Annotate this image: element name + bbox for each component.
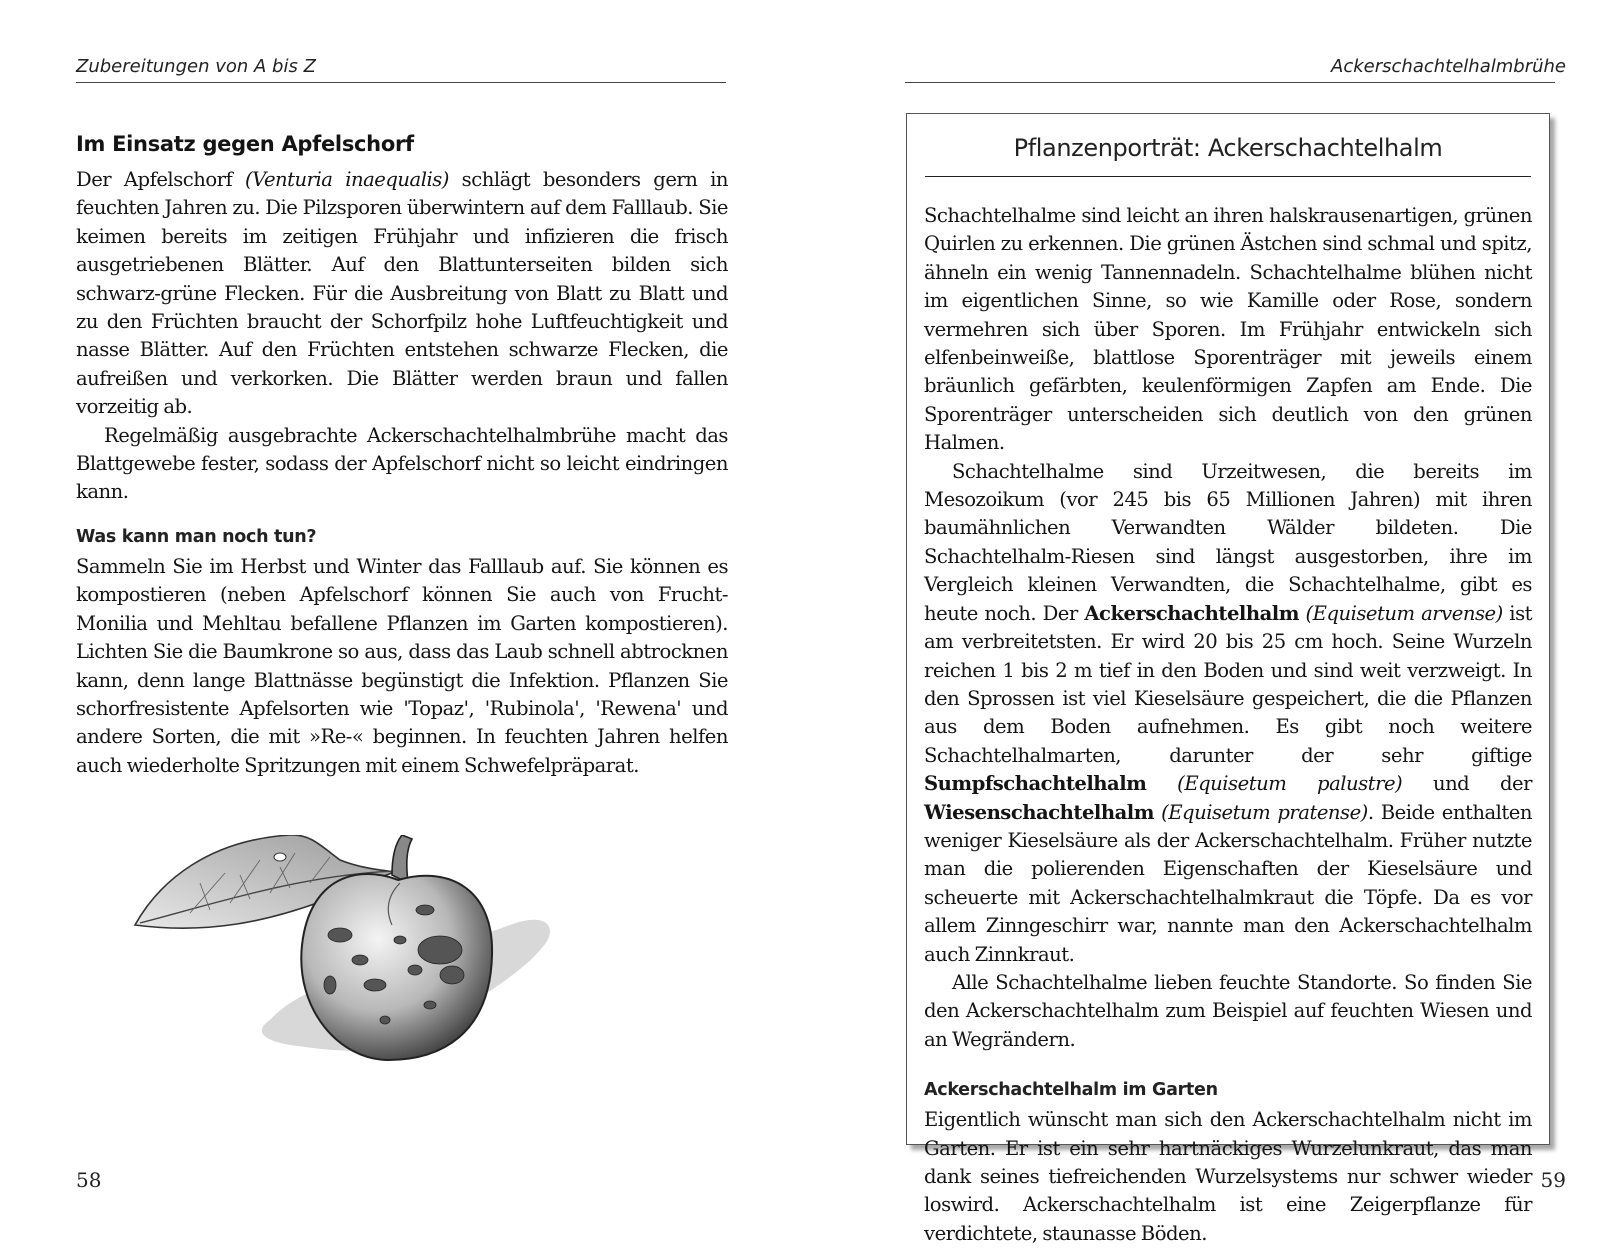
page-number: 58 — [76, 1168, 102, 1192]
paragraph-horsetail-broth: Regelmäßig ausgebrachte Ackerschachtelhalmbrühe macht das Blattgewebe fester, sodass der Apfelschorf nicht so leicht eindringen kann. — [76, 423, 728, 504]
header-rule — [76, 82, 726, 83]
species-latin: (Equisetum arvense) — [1298, 601, 1503, 625]
paragraph-description: Schachtelhalme sind leicht an ihren halskrausenartigen, grünen Quirlen zu erkennen. Die grünen Ästchen sind schmal und spitz, ähneln ein wenig Tannennadeln. Schachtelhalme blühen nicht im eigentlichen Sinne, so wie Kamille oder Rose, sondern vermehren sich über Sporen. Im Frühjahr entwickeln sich elfenbeinweiße, blattlose Sporenträger mit jeweils einem bräunlich gefärbten, keulenförmigen Zapfen am Ende. Die Sporenträger unterscheiden sich deutlich von den grünen Halmen. — [924, 204, 1532, 455]
species-name: (Venturia inaequalis) — [244, 168, 449, 191]
paragraph-habitat: Alle Schachtelhalme lieben feuchte Standorte. So finden Sie den Ackerschachtelhalm zum Beispiel auf feuchten Wiesen und an Wegrändern. — [924, 970, 1532, 1051]
leaf-hole — [274, 853, 286, 861]
box-title-rule — [925, 176, 1531, 177]
text-run: ist am verbreitetsten. Er wird 20 bis 25 cm hoch. Seine Wurzeln reichen 1 bis 2 m tief in den Boden und sind weit verzweigt. In den Sprossen ist viel Kieselsäure gespeichert, die die Pflanzen aus dem Boden aufnehmen. Es gibt noch weitere Schachtelhalmarten, darunter der sehr giftige — [924, 601, 1532, 767]
species-latin: (Equisetum pratense) — [1153, 800, 1368, 824]
subheading: Ackerschachtelhalm im Garten — [924, 1080, 1218, 1101]
apple-stem — [392, 835, 412, 883]
text-run: schlägt besonders gern in feuchten Jahren zu. Die Pilzsporen überwintern auf dem Falllaub. Sie keimen bereits im zeitigen Frühjahr und infizieren die frisch ausgetriebenen Blätter. Auf den Blattunterseiten bilden sich schwarz-grüne Flecken. Für die Ausbreitung von Blatt zu Blatt und zu den Früchten braucht der Schorfpilz hohe Luftfeuchtigkeit und nasse Blätter. Auf den Früchten entstehen schwarze Flecken, die aufreißen und verkorken. Die Blätter werden braun und fallen vorzeitig ab. — [76, 168, 728, 419]
running-head: Ackerschachtelhalmbrühe — [1331, 56, 1566, 77]
box-title: Pflanzenporträt: Ackerschachtelhalm — [1013, 134, 1443, 162]
running-head: Zubereitungen von A bis Z — [76, 56, 316, 77]
page-number: 59 — [1540, 1168, 1566, 1192]
header-rule — [905, 82, 1555, 83]
apple-body — [301, 874, 492, 1060]
box-content — [924, 202, 1532, 1248]
right-page — [809, 0, 1618, 1245]
plant-portrait-box — [906, 113, 1550, 1245]
species-bold: Ackerschachtelhalm — [1084, 601, 1299, 625]
text-run: Schachtelhalme sind Urzeitwesen, die bereits im Mesozoikum (vor 245 bis 65 Millionen Jahren) mit ihren baumähnlichen Verwandten Wälder bildeten. Die Schachtelhalm-Riesen sind längst ausgestorben, ihre im Vergleich kleinen Verwandten, die Schachtelhalme, gibt es heute noch. Der — [924, 459, 1532, 625]
species-bold: Sumpfschachtelhalm — [924, 772, 1147, 796]
paragraph-garden: Eigentlich wünscht man sich den Ackerschachtelhalm nicht im Garten. Er ist ein sehr hartnäckiges Wurzelunkraut, das man dank seines tiefreichenden Wurzelsystems nur schwer wieder loswird. Ackerschachtelhalm ist eine Zeigerpflanze für verdichtete, staunasse Böden. — [924, 1108, 1532, 1245]
apple-illustration — [130, 835, 610, 1130]
text-run: . Beide enthalten weniger Kieselsäure als der Ackerschachtelhalm. Früher nutzte man die polierenden Eigenschaften der Kieselsäure und scheuerte mit Ackerschachtelhalmkraut die Töpfe. Da es vor allem Zinngeschirr war, nannte man den Ackerschachtelhalm auch Zinnkraut. — [924, 800, 1532, 966]
text-run: und der — [1402, 772, 1532, 796]
section-heading: Im Einsatz gegen Apfelschorf — [76, 132, 414, 156]
subheading: Was kann man noch tun? — [76, 526, 317, 547]
left-page — [0, 0, 809, 1240]
text-run: Der Apfelschorf — [76, 168, 245, 191]
paragraph-history — [924, 458, 1532, 969]
paragraph-apple-scab — [76, 166, 728, 422]
species-bold: Wiesenschachtelhalm — [924, 800, 1154, 824]
left-column — [76, 132, 728, 780]
species-latin: (Equisetum palustre) — [1146, 772, 1403, 796]
paragraph-measures: Sammeln Sie im Herbst und Winter das Falllaub auf. Sie können es kompostieren (neben Apfelschorf können Sie auch von Frucht-Monilia und Mehltau befallene Pflanzen im Garten kompostieren). Lichten Sie die Baumkrone so aus, dass das Laub schnell abtrocknen kann, denn lange Blattnässe begünstigt die Infektion. Pflanzen Sie schorfresistente Apfelsorten wie 'Topaz', 'Rubinola', 'Rewena' und andere Sorten, die mit »Re-« beginnen. In feuchten Jahren helfen auch wiederholte Spritzungen mit einem Schwefelpräparat. — [76, 554, 728, 777]
